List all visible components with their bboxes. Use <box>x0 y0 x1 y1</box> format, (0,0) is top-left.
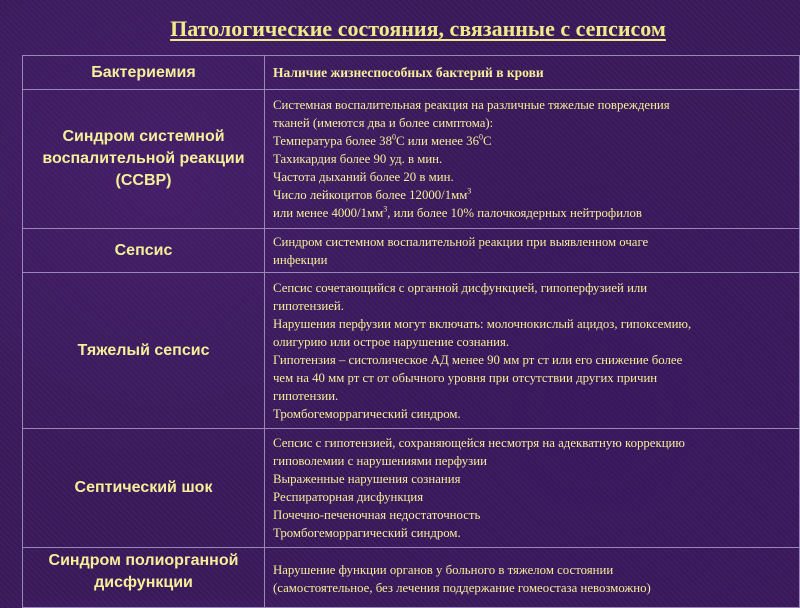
leuko2-prefix: или менее 4000/1мм <box>273 206 384 220</box>
temp-suffix: С <box>482 134 492 148</box>
definition-line-leukocytes-2 <box>273 204 795 222</box>
definition-line: чем на 40 мм рт ст от обычного уровня при отсутствии других причин <box>273 370 658 385</box>
definition-line: тканей (имеются два и более симптома): <box>273 116 494 130</box>
definition-line: Наличие жизнеспособных бактерий в крови <box>273 64 544 80</box>
cube-sup: 3 <box>467 186 472 196</box>
definition-line: Системная воспалительная реакция на различные тяжелые повреждения <box>273 98 670 112</box>
definition-sirs <box>265 90 800 229</box>
definition-line: Сепсис сочетающийся с органной дисфункцией, гипоперфузией или <box>273 280 648 295</box>
definition-sepsis <box>265 229 800 273</box>
table-row <box>23 229 800 273</box>
definition-line: (самостоятельное, без лечения поддержание гомеостаза невозможно) <box>273 581 651 595</box>
term-septic-shock: Септический шок <box>23 429 265 548</box>
definition-line: Выраженные нарушения сознания <box>273 472 461 486</box>
definition-line: Тромбогеморрагический синдром. <box>273 526 461 540</box>
definition-line: гипотензией. <box>273 298 344 313</box>
definition-line: Тромбогеморрагический синдром. <box>273 406 461 421</box>
term-sirs: Синдром системной воспалительной реакции (ССВР) <box>23 90 265 229</box>
definition-line: олигурию или острое нарушение сознания. <box>273 334 510 349</box>
definition-bacteremia <box>265 56 800 90</box>
definition-line: Тахикардия более 90 уд. в мин. <box>273 152 443 166</box>
degree-sup: 0 <box>478 132 483 142</box>
leuko-prefix: Число лейкоцитов более 12000/1мм <box>273 188 468 202</box>
definition-mods <box>265 548 800 608</box>
temp-mid: С или менее 36 <box>395 134 479 148</box>
sepsis-conditions-table <box>22 55 800 608</box>
table-row <box>23 548 800 608</box>
term-bacteremia: Бактериемия <box>23 56 265 90</box>
table-row <box>23 90 800 229</box>
definition-line: Сепсис с гипотензией, сохраняющейся несмотря на адекватную коррекцию <box>273 436 685 450</box>
degree-sup: 0 <box>391 132 396 142</box>
table-row <box>23 429 800 548</box>
definition-line: гиповолемии с нарушениями перфузии <box>273 454 487 468</box>
cube-sup: 3 <box>383 204 388 214</box>
temp-prefix: Температура более 38 <box>273 134 392 148</box>
definition-line-temperature <box>273 132 795 150</box>
term-sepsis: Сепсис <box>23 229 265 273</box>
definition-line: Нарушения перфузии могут включать: молочнокислый ацидоз, гипоксемию, <box>273 316 692 331</box>
definition-line: Нарушение функции органов у больного в тяжелом состоянии <box>273 563 614 577</box>
definition-line: гипотензии. <box>273 388 339 403</box>
term-severe-sepsis: Тяжелый сепсис <box>23 273 265 429</box>
table-row <box>23 273 800 429</box>
definition-septic-shock <box>265 429 800 548</box>
definition-line: Частота дыханий более 20 в мин. <box>273 170 454 184</box>
definition-line: Респираторная дисфункция <box>273 490 424 504</box>
definition-severe-sepsis <box>265 273 800 429</box>
definition-line: инфекции <box>273 252 328 267</box>
leuko2-suffix: , или более 10% палочкоядерных нейтрофилов <box>387 206 642 220</box>
definition-line: Синдром системном воспалительной реакции при выявленном очаге <box>273 234 649 249</box>
table-row <box>23 56 800 90</box>
term-mods: Синдром полиорганной дисфункции <box>23 548 265 608</box>
definition-line: Почечно-печеночная недостаточность <box>273 508 481 522</box>
definition-line: Гипотензия – систолическое АД менее 90 мм рт ст или его снижение более <box>273 352 683 367</box>
slide-title: Патологические состояния, связанные с сепсисом <box>170 16 666 41</box>
definition-line-leukocytes <box>273 186 795 204</box>
